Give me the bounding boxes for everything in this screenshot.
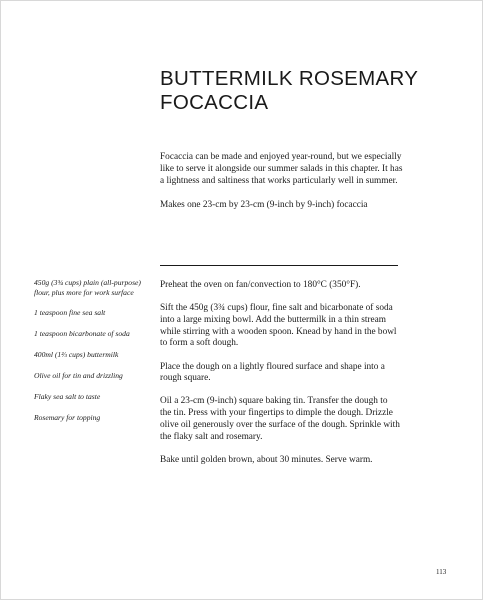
recipe-intro: Focaccia can be made and enjoyed year-round, but we especially like to serve it alongside our summer salads in this chapter. It has a lightness and saltiness that works particularly well in summer. xyxy=(160,152,403,186)
recipe-title-line-1: BUTTERMILK ROSEMARY xyxy=(160,67,419,90)
ingredient-item: 400ml (1⅔ cups) buttermilk xyxy=(34,350,119,360)
ingredient-item: 1 teaspoon fine sea salt xyxy=(34,308,106,318)
ingredient-item: 450g (3¾ cups) plain (all-purpose) flour, plus more for work surface xyxy=(34,278,141,297)
ingredient-item: Rosemary for topping xyxy=(34,412,101,422)
method-steps xyxy=(160,280,400,478)
recipe-yield: Makes one 23-cm by 23-cm (9-inch by 9-inch) focaccia xyxy=(160,200,368,210)
ingredient-item: 1 teaspoon bicarbonate of soda xyxy=(34,329,130,339)
section-divider xyxy=(160,265,398,266)
recipe-title xyxy=(160,67,460,115)
ingredient-item: Flaky sea salt to taste xyxy=(34,392,101,402)
method-step: Preheat the oven on fan/convection to 180°C (350°F). xyxy=(160,280,361,290)
method-step: Place the dough on a lightly floured surface and shape into a rough square. xyxy=(160,361,385,384)
recipe-title-line-2: FOCACCIA xyxy=(160,91,269,114)
ingredient-list xyxy=(34,278,154,434)
method-step: Oil a 23-cm (9-inch) square baking tin. Transfer the dough to the tin. Press with your fingertips to dimple the dough. Drizzle olive oil generously over the surface of the dough. Sprinkle with the flaky salt and rosemary. xyxy=(160,396,400,442)
method-step: Sift the 450g (3¾ cups) flour, fine salt and bicarbonate of soda into a large mixing bowl. Add the buttermilk in a thin stream while stirring with a wooden spoon. Knead by hand in the bowl to form a soft dough. xyxy=(160,303,397,349)
page-number: 113 xyxy=(436,568,447,576)
method-step: Bake until golden brown, about 30 minutes. Serve warm. xyxy=(160,454,373,465)
ingredient-item: Olive oil for tin and drizzling xyxy=(34,371,123,381)
